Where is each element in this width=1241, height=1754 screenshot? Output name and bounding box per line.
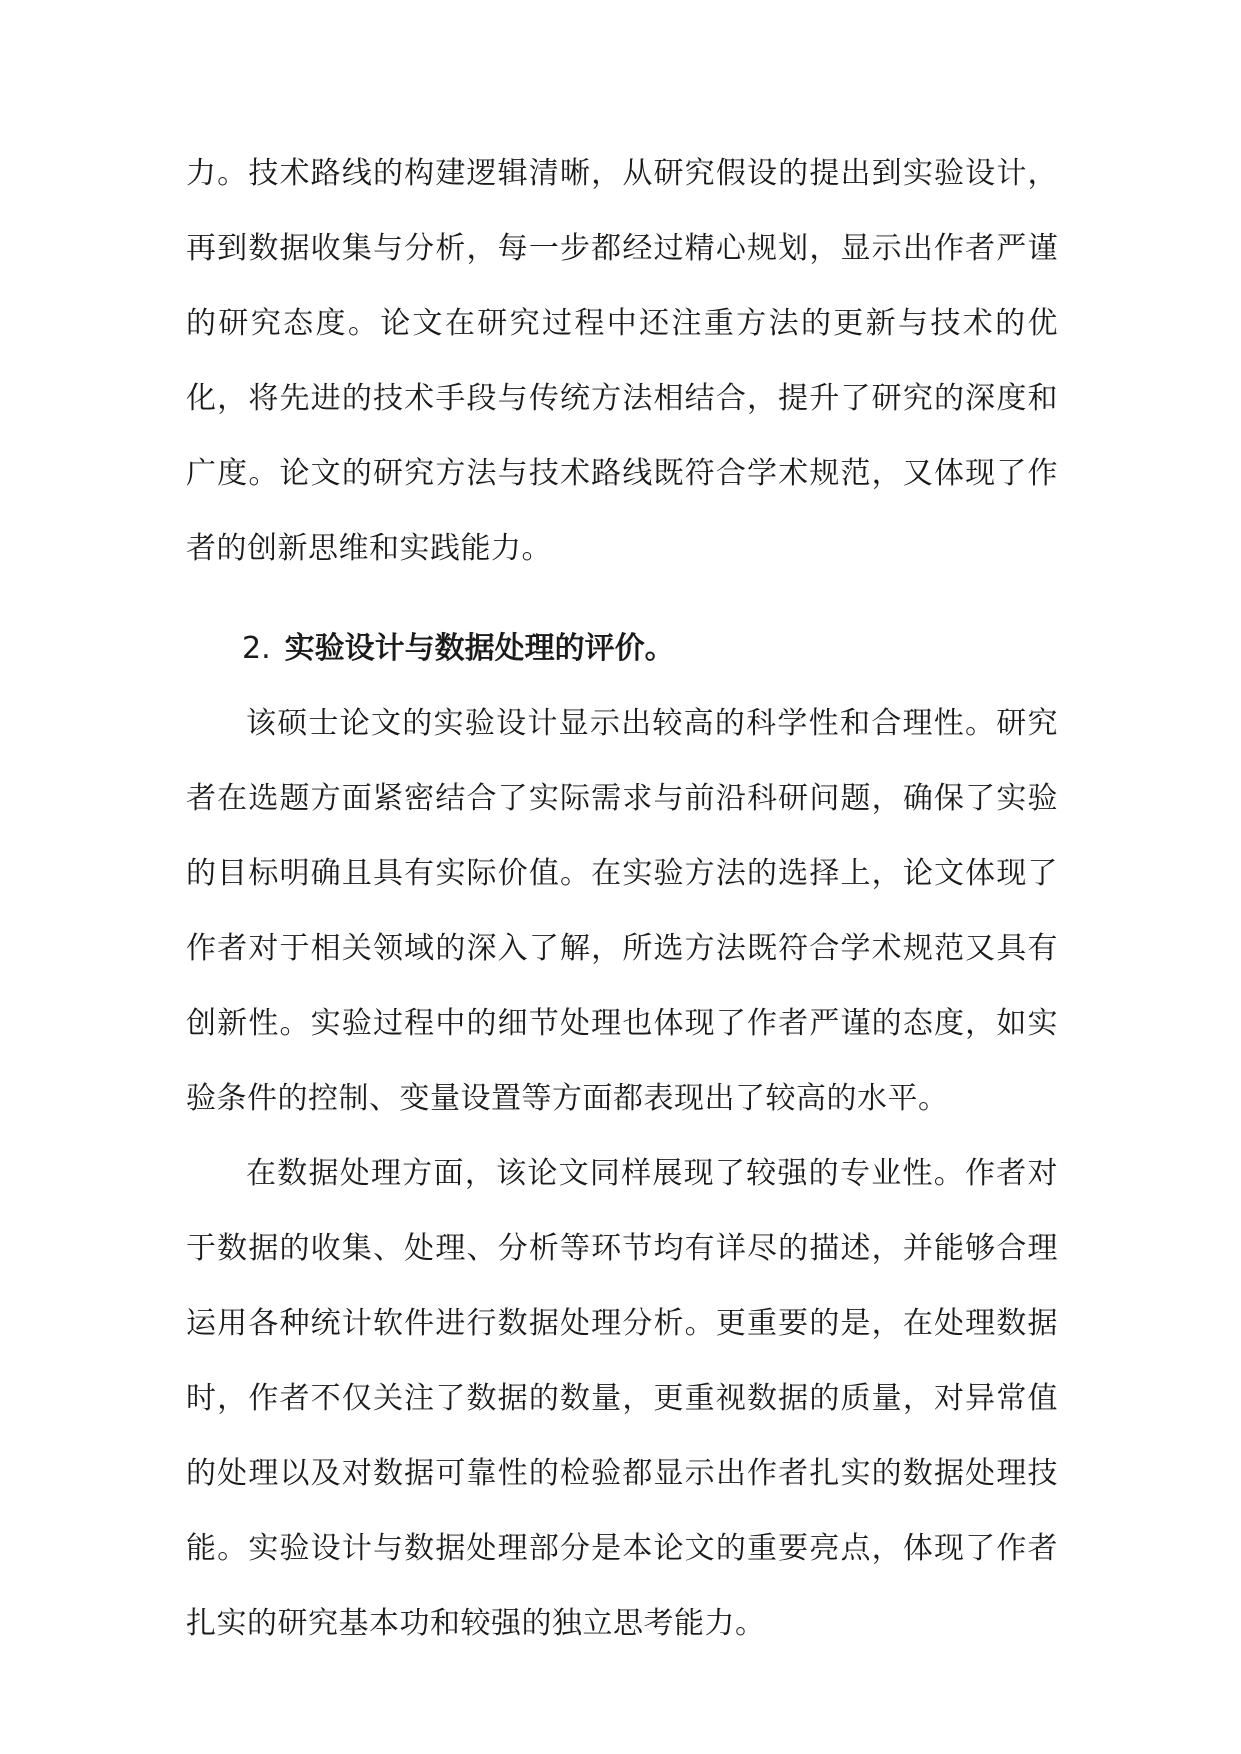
- section-heading: [186, 611, 1058, 686]
- paragraph-data-processing: 在数据处理方面，该论文同样展现了较强的专业性。作者对于数据的收集、处理、分析等环节均有详尽的描述，并能够合理运用各种统计软件进行数据处理分析。更重要的是，在处理数据时，作者不仅关注了数据的数量，更重视数据的质量，对异常值的处理以及对数据可靠性的检验都显示出作者扎实的数据处理技能。实验设计与数据处理部分是本论文的重要亮点，体现了作者扎实的研究基本功和较强的独立思考能力。: [186, 1156, 1058, 1641]
- section-number: 2.: [242, 631, 271, 666]
- paragraph-experiment-design: 该硕士论文的实验设计显示出较高的科学性和合理性。研究者在选题方面紧密结合了实际需求与前沿科研问题，确保了实验的目标明确且具有实际价值。在实验方法的选择上，论文体现了作者对于相关领域的深入了解，所选方法既符合学术规范又具有创新性。实验过程中的细节处理也体现了作者严谨的态度，如实验条件的控制、变量设置等方面都表现出了较高的水平。: [186, 706, 1058, 1116]
- paragraph-continuation: 力。技术路线的构建逻辑清晰，从研究假设的提出到实验设计，再到数据收集与分析，每一步都经过精心规划，显示出作者严谨的研究态度。论文在研究过程中还注重方法的更新与技术的优化，将先进的技术手段与传统方法相结合，提升了研究的深度和广度。论文的研究方法与技术路线既符合学术规范，又体现了作者的创新思维和实践能力。: [186, 156, 1058, 566]
- section-title: 实验设计与数据处理的评价。: [284, 631, 675, 666]
- document-body: [186, 136, 1058, 1661]
